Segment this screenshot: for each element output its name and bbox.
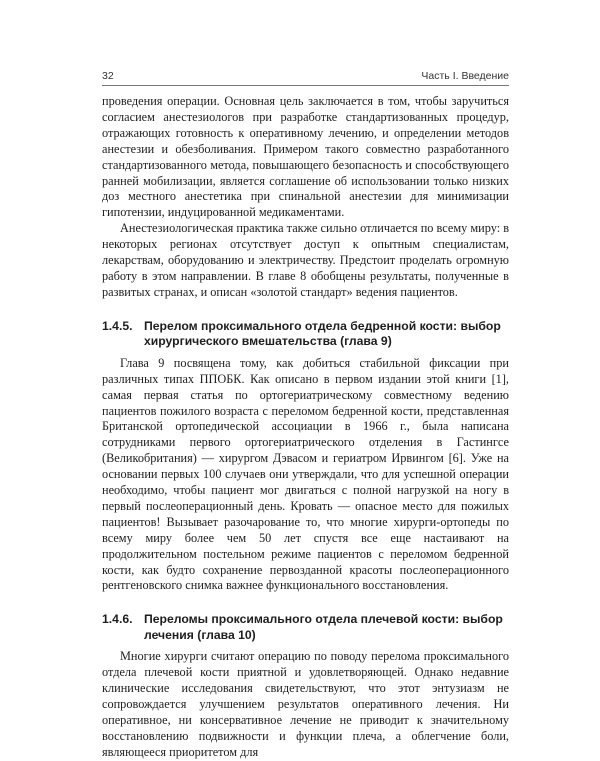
paragraph-chapter-10: Многие хирурги считают операцию по поводу перелома проксимального отдела плечевой кости приятной и удовлетворяющей. Однако недавние клинические исследования свидетельствуют, что этот энтузиазм не сопровождается улучшением результатов оперативного лечения. Ни оперативное, ни консервативное лечение не приводит к значительному восстановлению подвижности и функции плеча, а облегчение боли, являющееся приоритетом для: [102, 649, 509, 759]
paragraph-chapter-9: Глава 9 посвящена тому, как добиться стабильной фиксации при различных типах ППОБК. Как описано в первом издании этой книги [1], самая первая статья по ортогериатрическому совместному ведению пациентов пожилого возраста с переломом бедренной кости, представленная Британской ортопедической ассоциации в 1966 г., была написана сотрудниками первого ортогериатрического отделения в Гастингсе (Великобритания) — хирургом Дэвасом и гериатром Ирвингом [6]. Уже на основании первых 100 случаев они утверждали, что для успешной операции необходимо, чтобы пациент мог двигаться с полной нагрузкой на ногу в первый послеоперационный день. Кровать — опасное место для пожилых пациентов! Вызывает разочарование то, что многие хирурги-ортопеды по всему миру более чем 50 лет спустя все еще настаивают на продолжительном постельном режиме пациентов с переломом бедренной кости, как будто сохранение первозданной красоты послеоперационного рентгеновского снимка важнее функционального восстановления.: [102, 355, 509, 593]
section-heading-1-4-5: [102, 319, 509, 350]
section-number: 1.4.5.: [102, 318, 133, 333]
section-number: 1.4.6.: [102, 612, 133, 627]
section-heading-1-4-6: [102, 612, 509, 643]
page-number: 32: [102, 70, 114, 82]
section-title: Переломы проксимального отдела плечевой кости: выбор лечения (глава 10): [144, 612, 503, 642]
paragraph-anesthesia-practice: Анестезиологическая практика также сильно отличается по всему миру: в некоторых регионах отсутствует доступ к опытным специалистам, лекарствам, оборудованию и электричеству. Предстоит проделать огромную работу в этом направлении. В главе 8 обобщены результаты, полученные в развитых странах, и описан «золотой стандарт» ведения пациентов.: [102, 221, 509, 299]
header-rule: [102, 85, 509, 86]
running-header-title: Часть I. Введение: [421, 70, 509, 82]
page-body: [102, 94, 509, 761]
section-title: Перелом проксимального отдела бедренной кости: выбор хирургического вмешательства (глава 9): [144, 318, 501, 349]
paragraph-continued: проведения операции. Основная цель заключается в том, чтобы заручиться согласием анестезиологов при разработке стандартизованных процедур, отражающих готовность к оперативному лечению, и определении методов анестезии и обезболивания. Примером такого совместно разработанного стандартизованного метода, повышающего безопасность и способствующего ранней мобилизации, является соглашение об использовании только низких доз местного анестетика при спинальной анестезии для минимизации гипотензии, индуцированной медикаментами.: [102, 94, 509, 220]
